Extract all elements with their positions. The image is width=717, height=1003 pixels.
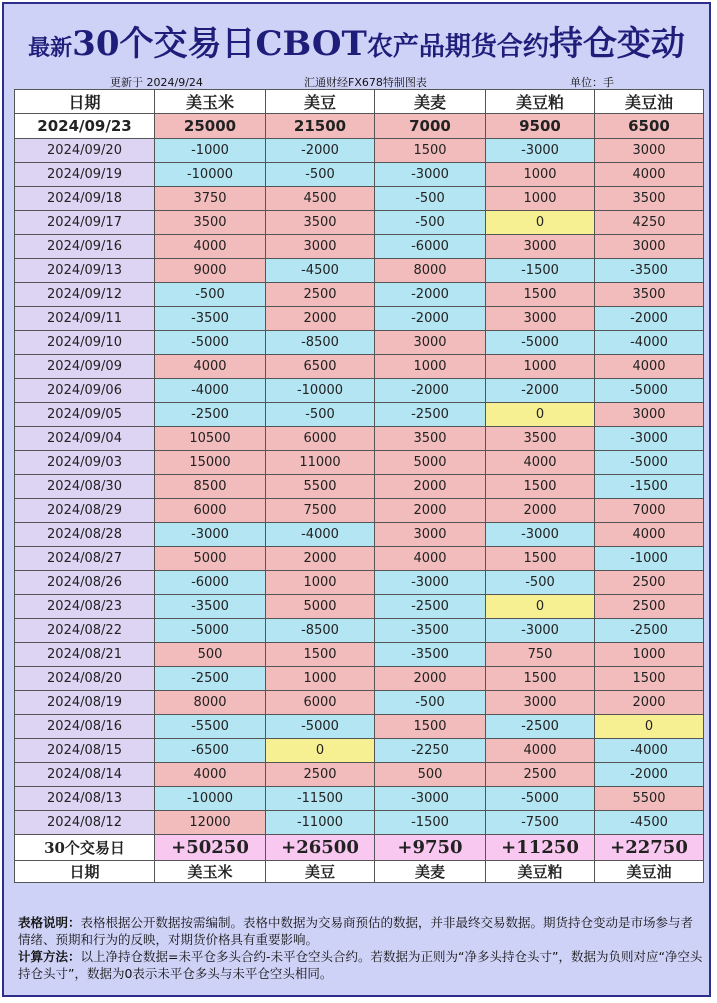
- position-change-cell: -1500: [486, 259, 595, 283]
- row-date: 2024/08/28: [15, 523, 155, 547]
- position-change-cell: -4000: [155, 379, 266, 403]
- position-change-cell: -11000: [266, 811, 375, 835]
- title-part-contracts: 农产品期货合约: [366, 32, 549, 62]
- row-date: 2024/08/22: [15, 619, 155, 643]
- position-change-cell: -500: [375, 691, 486, 715]
- row-date: 2024/09/16: [15, 235, 155, 259]
- table-row: [15, 379, 704, 403]
- row-date: 2024/09/09: [15, 355, 155, 379]
- position-change-cell: -3000: [486, 619, 595, 643]
- row-date: 2024/08/19: [15, 691, 155, 715]
- position-change-cell: 1500: [486, 283, 595, 307]
- position-change-cell: 3500: [155, 211, 266, 235]
- position-change-cell: 4000: [155, 355, 266, 379]
- position-change-cell: -3000: [375, 571, 486, 595]
- position-change-cell: 8000: [155, 691, 266, 715]
- row-date: 2024/08/26: [15, 571, 155, 595]
- title-part-cbot: CBOT: [255, 24, 367, 64]
- position-change-cell: -3000: [155, 523, 266, 547]
- report-frame: [2, 2, 711, 997]
- row-date: 2024/09/06: [15, 379, 155, 403]
- table-row: [15, 811, 704, 835]
- table-row: [15, 739, 704, 763]
- table-row: [15, 595, 704, 619]
- position-change-cell: 3000: [375, 331, 486, 355]
- row-date: 2024/09/18: [15, 187, 155, 211]
- position-change-cell: 1000: [486, 355, 595, 379]
- footer-header-wheat: 美麦: [375, 861, 486, 883]
- total-row: [15, 835, 704, 861]
- position-change-cell: 500: [375, 763, 486, 787]
- position-change-cell: 2500: [266, 283, 375, 307]
- meta-line: [14, 74, 703, 88]
- position-change-cell: -10000: [155, 163, 266, 187]
- table-row: [15, 451, 704, 475]
- row-date: 2024/09/13: [15, 259, 155, 283]
- position-change-cell: -2000: [375, 283, 486, 307]
- position-change-cell: -6500: [155, 739, 266, 763]
- position-change-cell: -5000: [595, 451, 704, 475]
- position-change-cell: -2000: [486, 379, 595, 403]
- position-change-cell: 1500: [486, 547, 595, 571]
- table-row: [15, 235, 704, 259]
- position-change-cell: 4000: [595, 163, 704, 187]
- position-table: [14, 89, 704, 883]
- position-change-cell: 3000: [486, 691, 595, 715]
- description-text: 表格根据公开数据按需编制。表格中数据为交易商预估的数据，并非最终交易数据。期货持仓变动是市场参与者情绪、预期和行为的反映，对期货价格具有重要影响。: [18, 915, 694, 947]
- position-change-cell: -500: [266, 403, 375, 427]
- position-change-cell: -4000: [595, 739, 704, 763]
- table-row: [15, 499, 704, 523]
- header-row: [15, 90, 704, 114]
- position-change-cell: 12000: [155, 811, 266, 835]
- position-change-cell: 4000: [155, 235, 266, 259]
- position-change-cell: 3500: [486, 427, 595, 451]
- position-change-cell: -4500: [595, 811, 704, 835]
- position-change-cell: 4000: [595, 355, 704, 379]
- latest-value: 9500: [486, 114, 595, 139]
- position-change-cell: -500: [375, 211, 486, 235]
- position-change-cell: -5000: [486, 331, 595, 355]
- row-date: 2024/08/12: [15, 811, 155, 835]
- table-row: [15, 163, 704, 187]
- position-change-cell: 1000: [486, 163, 595, 187]
- position-change-cell: 1000: [266, 667, 375, 691]
- notes: [18, 914, 703, 982]
- position-change-cell: 1000: [266, 571, 375, 595]
- total-value: +9750: [375, 835, 486, 861]
- row-date: 2024/08/29: [15, 499, 155, 523]
- table-row: [15, 331, 704, 355]
- position-change-cell: -3500: [155, 307, 266, 331]
- total-value: +50250: [155, 835, 266, 861]
- row-date: 2024/09/19: [15, 163, 155, 187]
- position-change-cell: -3000: [595, 427, 704, 451]
- table-row: [15, 523, 704, 547]
- position-change-cell: 4250: [595, 211, 704, 235]
- position-change-cell: -6000: [375, 235, 486, 259]
- position-change-cell: -3000: [375, 163, 486, 187]
- calculation-method: [18, 948, 703, 982]
- footer-header-date: 日期: [15, 861, 155, 883]
- position-change-cell: 4000: [486, 739, 595, 763]
- column-header-soyoil: 美豆油: [595, 90, 704, 114]
- position-change-cell: 3500: [595, 187, 704, 211]
- page-title: [4, 16, 709, 76]
- total-label: 30个交易日: [15, 835, 155, 861]
- position-change-cell: -2500: [155, 667, 266, 691]
- position-change-cell: 0: [486, 403, 595, 427]
- position-change-cell: 1000: [486, 187, 595, 211]
- row-date: 2024/08/30: [15, 475, 155, 499]
- table-row: [15, 403, 704, 427]
- title-part-latest: 最新: [28, 35, 73, 61]
- position-change-cell: 0: [595, 715, 704, 739]
- position-change-cell: 2000: [486, 499, 595, 523]
- position-change-cell: 4500: [266, 187, 375, 211]
- unit-label: 单位：手: [570, 76, 614, 89]
- position-change-cell: 3000: [595, 403, 704, 427]
- position-change-cell: -3000: [486, 523, 595, 547]
- method-text: 以上净持仓数据=未平仓多头合约-未平仓空头合约。若数据为正则为“净多头持仓头寸”，数据为负则对应“净空头持仓头寸”，数据为0表示未平仓多头与未平仓空头相同。: [18, 949, 703, 981]
- position-change-cell: 3500: [375, 427, 486, 451]
- position-change-cell: -2000: [595, 763, 704, 787]
- row-date: 2024/08/23: [15, 595, 155, 619]
- position-change-cell: 5000: [155, 547, 266, 571]
- position-change-cell: 0: [486, 595, 595, 619]
- position-change-cell: -1500: [595, 475, 704, 499]
- row-date: 2024/08/20: [15, 667, 155, 691]
- latest-date: 2024/09/23: [15, 114, 155, 139]
- position-change-cell: 3000: [375, 523, 486, 547]
- position-change-cell: 3000: [595, 139, 704, 163]
- position-change-cell: -10000: [155, 787, 266, 811]
- position-change-cell: 2500: [486, 763, 595, 787]
- position-change-cell: 500: [155, 643, 266, 667]
- table-description: [18, 914, 703, 948]
- title-part-position: 持仓变动: [548, 24, 685, 64]
- position-change-cell: 0: [486, 211, 595, 235]
- row-date: 2024/08/13: [15, 787, 155, 811]
- position-change-cell: -3500: [375, 619, 486, 643]
- position-change-cell: 2500: [595, 595, 704, 619]
- position-change-cell: -8500: [266, 619, 375, 643]
- table-row: [15, 283, 704, 307]
- position-change-cell: 750: [486, 643, 595, 667]
- position-change-cell: 2000: [375, 667, 486, 691]
- position-change-cell: 6000: [266, 691, 375, 715]
- column-header-soybean: 美豆: [266, 90, 375, 114]
- position-change-cell: 1500: [486, 667, 595, 691]
- position-change-cell: -6000: [155, 571, 266, 595]
- position-change-cell: 6500: [266, 355, 375, 379]
- position-change-cell: 3000: [266, 235, 375, 259]
- row-date: 2024/09/10: [15, 331, 155, 355]
- table-row: [15, 643, 704, 667]
- position-change-cell: 6000: [155, 499, 266, 523]
- footer-header-corn: 美玉米: [155, 861, 266, 883]
- footer-header-soymeal: 美豆粕: [486, 861, 595, 883]
- position-change-cell: -3000: [486, 139, 595, 163]
- position-change-cell: -5000: [155, 619, 266, 643]
- table-row: [15, 787, 704, 811]
- position-change-cell: 8500: [155, 475, 266, 499]
- description-label: 表格说明：: [18, 915, 81, 930]
- footer-header-soyoil: 美豆油: [595, 861, 704, 883]
- source-label: 汇通财经FX678特制图表: [304, 76, 427, 89]
- position-change-cell: -2000: [375, 379, 486, 403]
- row-date: 2024/08/14: [15, 763, 155, 787]
- method-label: 计算方法：: [18, 949, 81, 964]
- position-change-cell: -2500: [155, 403, 266, 427]
- table-row: [15, 211, 704, 235]
- latest-value: 7000: [375, 114, 486, 139]
- position-change-cell: 1000: [375, 355, 486, 379]
- position-change-cell: -2250: [375, 739, 486, 763]
- position-change-cell: 4000: [595, 523, 704, 547]
- position-change-cell: 3000: [595, 235, 704, 259]
- position-change-cell: -3000: [375, 787, 486, 811]
- row-date: 2024/09/17: [15, 211, 155, 235]
- position-change-cell: 3500: [266, 211, 375, 235]
- position-change-cell: -500: [375, 187, 486, 211]
- position-change-cell: -500: [266, 163, 375, 187]
- updated-date: 更新于 2024/9/24: [110, 76, 203, 89]
- total-value: +26500: [266, 835, 375, 861]
- total-value: +11250: [486, 835, 595, 861]
- position-change-cell: 1500: [595, 667, 704, 691]
- position-change-cell: -2500: [375, 595, 486, 619]
- position-change-cell: 8000: [375, 259, 486, 283]
- table-row: [15, 187, 704, 211]
- table-row: [15, 427, 704, 451]
- position-change-cell: 15000: [155, 451, 266, 475]
- position-change-cell: -4000: [595, 331, 704, 355]
- position-change-cell: -4500: [266, 259, 375, 283]
- position-change-cell: 5500: [266, 475, 375, 499]
- table-row: [15, 307, 704, 331]
- position-change-cell: 7500: [266, 499, 375, 523]
- position-change-cell: 5500: [595, 787, 704, 811]
- position-change-cell: 4000: [375, 547, 486, 571]
- position-change-cell: 1500: [375, 715, 486, 739]
- position-change-cell: 2000: [266, 547, 375, 571]
- row-date: 2024/08/15: [15, 739, 155, 763]
- table-row: [15, 547, 704, 571]
- position-change-cell: -500: [155, 283, 266, 307]
- column-header-date: 日期: [15, 90, 155, 114]
- position-change-cell: -7500: [486, 811, 595, 835]
- position-change-cell: -3500: [595, 259, 704, 283]
- position-change-cell: -3500: [375, 643, 486, 667]
- row-date: 2024/09/12: [15, 283, 155, 307]
- column-header-corn: 美玉米: [155, 90, 266, 114]
- footer-header-row: [15, 861, 704, 883]
- row-date: 2024/09/05: [15, 403, 155, 427]
- position-change-cell: -2000: [375, 307, 486, 331]
- position-change-cell: 4000: [155, 763, 266, 787]
- position-change-cell: 1500: [486, 475, 595, 499]
- position-change-cell: 2000: [595, 691, 704, 715]
- position-change-cell: 6000: [266, 427, 375, 451]
- position-change-cell: 2000: [375, 475, 486, 499]
- latest-value: 21500: [266, 114, 375, 139]
- position-change-cell: -2000: [266, 139, 375, 163]
- column-header-soymeal: 美豆粕: [486, 90, 595, 114]
- position-change-cell: -500: [486, 571, 595, 595]
- position-change-cell: 2500: [266, 763, 375, 787]
- position-change-cell: -3500: [155, 595, 266, 619]
- row-date: 2024/09/11: [15, 307, 155, 331]
- table-row: [15, 571, 704, 595]
- row-date: 2024/09/03: [15, 451, 155, 475]
- table-row: [15, 667, 704, 691]
- position-change-cell: -1000: [155, 139, 266, 163]
- row-date: 2024/08/21: [15, 643, 155, 667]
- position-change-cell: -5000: [266, 715, 375, 739]
- position-change-cell: 7000: [595, 499, 704, 523]
- position-change-cell: -2000: [595, 307, 704, 331]
- position-change-cell: 1000: [595, 643, 704, 667]
- position-change-cell: 3000: [486, 235, 595, 259]
- table-body: [15, 114, 704, 835]
- title-part-days: 30个交易日: [72, 24, 256, 64]
- column-header-wheat: 美麦: [375, 90, 486, 114]
- position-change-cell: 1500: [266, 643, 375, 667]
- position-change-cell: -10000: [266, 379, 375, 403]
- row-date: 2024/08/27: [15, 547, 155, 571]
- table-row: [15, 139, 704, 163]
- position-change-cell: -5000: [155, 331, 266, 355]
- position-change-cell: 2000: [375, 499, 486, 523]
- position-change-cell: 5000: [375, 451, 486, 475]
- position-change-cell: -2500: [375, 403, 486, 427]
- latest-value: 6500: [595, 114, 704, 139]
- position-change-cell: -8500: [266, 331, 375, 355]
- position-change-cell: 0: [266, 739, 375, 763]
- latest-value: 25000: [155, 114, 266, 139]
- position-change-cell: -5000: [595, 379, 704, 403]
- position-change-cell: -2500: [595, 619, 704, 643]
- table-row: [15, 715, 704, 739]
- row-date: 2024/09/04: [15, 427, 155, 451]
- row-date: 2024/09/20: [15, 139, 155, 163]
- table-row: [15, 619, 704, 643]
- position-change-cell: -5000: [486, 787, 595, 811]
- position-change-cell: 3000: [486, 307, 595, 331]
- position-change-cell: 11000: [266, 451, 375, 475]
- table-row: [15, 763, 704, 787]
- row-date: 2024/08/16: [15, 715, 155, 739]
- position-change-cell: 3500: [595, 283, 704, 307]
- position-change-cell: 10500: [155, 427, 266, 451]
- footer-header-soybean: 美豆: [266, 861, 375, 883]
- position-change-cell: 5000: [266, 595, 375, 619]
- position-change-cell: 4000: [486, 451, 595, 475]
- position-change-cell: 3750: [155, 187, 266, 211]
- position-change-cell: -5500: [155, 715, 266, 739]
- position-change-cell: 2000: [266, 307, 375, 331]
- table-row: [15, 259, 704, 283]
- position-change-cell: -2500: [486, 715, 595, 739]
- position-change-cell: 9000: [155, 259, 266, 283]
- position-change-cell: -4000: [266, 523, 375, 547]
- position-change-cell: -1500: [375, 811, 486, 835]
- table-row: [15, 475, 704, 499]
- position-change-cell: -11500: [266, 787, 375, 811]
- position-change-cell: 1500: [375, 139, 486, 163]
- position-change-cell: -1000: [595, 547, 704, 571]
- total-value: +22750: [595, 835, 704, 861]
- table-row: [15, 355, 704, 379]
- position-change-cell: 2500: [595, 571, 704, 595]
- latest-row: [15, 114, 704, 139]
- table-row: [15, 691, 704, 715]
